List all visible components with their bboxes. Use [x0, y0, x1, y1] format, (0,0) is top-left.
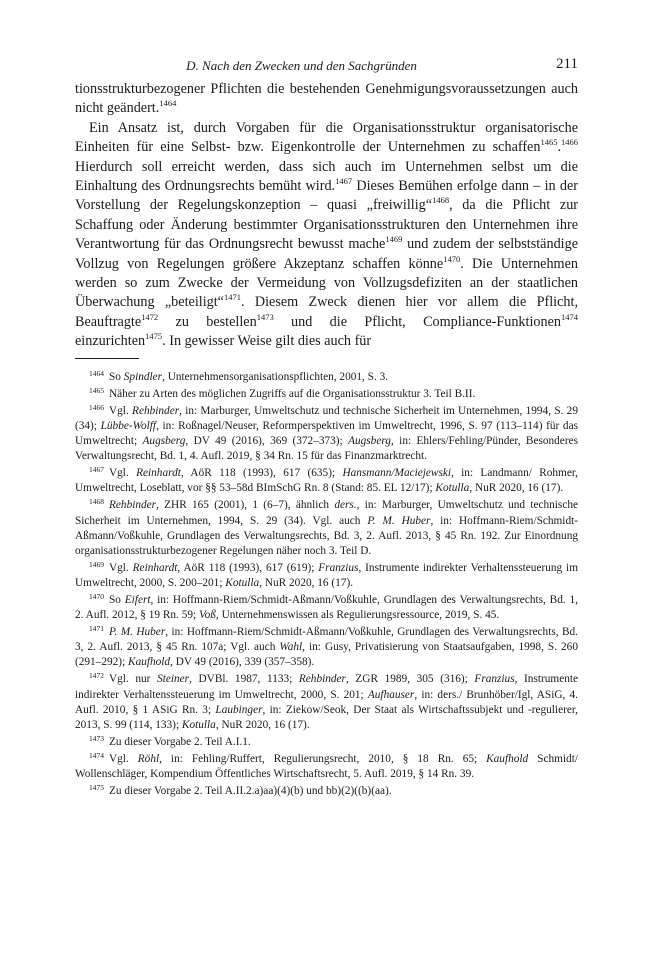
- footnote-number: 1475: [89, 783, 104, 793]
- author-name: P. M. Huber: [109, 626, 166, 639]
- footnote-text: , NuR 2020, 16 (17).: [259, 576, 354, 589]
- footnote-text: , AöR 118 (1993), 617 (635);: [180, 467, 343, 480]
- footnote-text: Vgl.: [109, 467, 137, 480]
- author-name: Kaufhold: [128, 656, 171, 669]
- author-name: Kotulla: [435, 482, 470, 495]
- footnote: [75, 735, 578, 750]
- footnote-text: , AöR 118 (1993), 617 (619);: [177, 561, 319, 574]
- author-name: Lübbe-Wolff: [100, 419, 157, 432]
- footnote: [75, 498, 578, 558]
- footnote-ref[interactable]: 1475: [145, 331, 163, 342]
- author-name: Steiner: [157, 673, 190, 686]
- footnote-text: , ZHR 165 (2001), 1 (6–7), ähnlich: [156, 499, 335, 512]
- footnote-ref[interactable]: 1470: [443, 253, 461, 264]
- footnote: [75, 466, 578, 496]
- author-name: Rehbinder: [132, 404, 180, 417]
- author-name: ders.: [334, 499, 357, 512]
- footnote-text: , DVBl. 1987, 1133;: [189, 673, 299, 686]
- footnote-number: 1470: [89, 592, 104, 601]
- footnote-text: Zu dieser Vorgabe 2. Teil A.I.1.: [109, 735, 251, 748]
- footnote: [75, 370, 578, 385]
- footnote-text: , in: Fehling/Ruffert, Regulierungsrecht, 2010, § 18 Rn. 65;: [159, 752, 487, 765]
- footnote-text: , in: Gusy, Privatisierung von Staatsaufgaben, 1998, S. 260 (291–292);: [75, 641, 578, 669]
- author-name: Röhl: [137, 752, 160, 765]
- footnote-ref[interactable]: 1472: [141, 311, 159, 322]
- footnote-number: 1465: [89, 385, 104, 395]
- author-name: Laubinger: [215, 703, 263, 716]
- footnote: [75, 784, 578, 799]
- footnote: [75, 625, 578, 670]
- footnote-divider: [75, 358, 139, 359]
- footnote-text: , in: Hoffmann-Riem/Schmidt-Aßmann/Voßkuhle, Grundlagen des Verwaltungsrechts, Bd. 3, 2. Aufl. 2013, § 45 Rn. 192. Zur Einordnung organisationsstrukturbezogener Regelungen näher noch 3. Teil D.: [75, 514, 579, 557]
- footnote-text: Vgl. nur: [109, 673, 158, 686]
- footnote-number: 1474: [89, 750, 104, 760]
- footnote-text: , ZGR 1989, 305 (316);: [345, 673, 475, 686]
- author-name: Eifert: [124, 594, 151, 606]
- footnote-ref[interactable]: 1465: [540, 137, 558, 148]
- author-name: Reinhardt: [136, 467, 181, 480]
- footnote-text: Schmidt/ Wollenschläger, Kompendium Öffentliches Wirtschaftsrecht, 5. Aufl. 2019, § 14 Rn. 39.: [75, 752, 578, 781]
- footnote-ref[interactable]: 1471: [223, 292, 241, 303]
- paragraph: Ein Ansatz ist, durch Vorgaben für die Organisationsstruktur organisatorische Einheiten für eine Selbst- bzw. Eigenkontrolle der Unternehmen zu schaffen$^{1465}$.$^{1466}$ Hierdurch soll erreicht werden, dass sich auch im Unternehmen selbst um die Einhaltung des Ordnungsrechts bemüht wird.$^{1467}$ Dieses Bemühen erfolge dann – in der Vorstellung der Regelungskonzeption – quasi „freiwillig“$^{1468}$, da die Pflicht zur Schaffung oder Änderung bestimmter Organisationsstrukturen den Unternehmen ihre Verantwortung für das Ordnungsrecht bewusst mache$^{1469}$ und zudem der selbstständige Vollzug von Regelungen größere Akzeptanz schaffen könne$^{1470}$. Die Unternehmen werden so zum Zwecke der Vermeidung von Vollzugsdefiziten an der staatlichen Überwachung „beteiligt“$^{1471}$. Diesem Zweck dienen hier vor allem die Pflicht, Beauftragte$^{1472}$ zu bestellen$^{1473}$ und die Pflicht, Compliance-Funktionen$^{1474}$ einzurichten$^{1475}$. In gewisser Weise gilt dies auch für: [75, 119, 579, 350]
- footnote: [75, 752, 578, 782]
- footnote-text: So: [109, 370, 124, 383]
- author-name: Augsberg: [348, 435, 391, 448]
- author-name: Rehbinder: [298, 673, 346, 686]
- footnote-text: , in: Landmann/ Rohmer, Umweltrecht, Loseblatt, vor §§ 53–58d BImSchG Rn. 8 (Stand: 85. EL 12/17);: [75, 467, 578, 495]
- footnote: [75, 672, 578, 732]
- author-name: Voß: [198, 609, 216, 622]
- author-name: Augsberg: [142, 435, 186, 448]
- footnote-text: , in: Ehlers/Fehling/Pünder, Besonderes Verwaltungsrecht, Bd. 1, 4. Aufl. 2019, § 34 Rn. 15 für das Finanzmarktrecht.: [75, 435, 578, 463]
- author-name: Franzius: [318, 561, 359, 574]
- footnote-number: 1472: [89, 671, 104, 681]
- footnote-text: , in: Marburger, Umweltschutz und technische Sicherheit im Unternehmen, 1994, S. 29 (34);: [75, 404, 578, 432]
- footnote-text: Vgl.: [109, 404, 133, 417]
- footnote-number: 1468: [89, 497, 104, 507]
- footnote-text: , DV 49 (2016), 369 (372–373);: [185, 435, 349, 448]
- footnote-text: So: [109, 594, 125, 606]
- page-header: [75, 58, 578, 80]
- footnote: [75, 593, 578, 623]
- footnote-ref[interactable]: 1474: [561, 311, 578, 322]
- author-name: Spindler: [123, 370, 163, 383]
- author-name: Reinhardt: [132, 561, 178, 574]
- author-name: Franzius: [474, 673, 515, 686]
- footnote-number: 1473: [89, 733, 104, 743]
- footnote-text: Zu dieser Vorgabe 2. Teil A.II.2.a)aa)(4)(b) und bb)(2)((b)(aa).: [109, 785, 392, 798]
- footnote: [75, 561, 578, 591]
- paragraph: tionsstrukturbezogener Pflichten die bestehenden Genehmigungsvoraussetzungen auch nicht geändert.$^{1464}$: [75, 81, 578, 117]
- footnote-text: , NuR 2020, 16 (17).: [469, 482, 564, 495]
- footnote-ref[interactable]: 1469: [385, 234, 403, 245]
- footnote-text: Näher zu Arten des möglichen Zugriffs auf die Organisationsstruktur 3. Teil B.II.: [109, 387, 476, 400]
- footnote-number: 1467: [89, 465, 104, 475]
- footnote-text: , DV 49 (2016), 339 (357–358).: [170, 656, 315, 669]
- footnote-text: , Unternehmenswissen als Regulierungsressource, 2019, S. 45.: [215, 609, 500, 622]
- author-name: Rehbinder: [109, 499, 157, 512]
- author-name: Aufhauser: [367, 688, 415, 701]
- author-name: Kotulla: [181, 718, 216, 731]
- footnote-text: Vgl.: [109, 561, 133, 574]
- footnote-text: , in: Hoffmann-Riem/Schmidt-Aßmann/Voßkuhle, Grundlagen des Verwaltungsrechts, Bd. 1, 2. Aufl. 2012, § 19 Rn. 59;: [75, 594, 578, 622]
- footnote-number: 1469: [89, 559, 104, 569]
- footnote-text: , NuR 2020, 16 (17).: [215, 718, 310, 731]
- footnote-text: , in: ders./ Brunhöber/Igl, ASiG, 4. Aufl. 2010, § 1 ASiG Rn. 3;: [75, 688, 578, 716]
- footnote-text: , in: Ziekow/Seok, Der Staat als Wirtschaftssubjekt und -regulierer, 2013, S. 99 (114, 133);: [75, 703, 578, 731]
- author-name: Kaufhold: [486, 752, 529, 765]
- footnote-ref[interactable]: 1473: [256, 311, 274, 322]
- author-name: P. M. Huber: [367, 514, 431, 527]
- running-head: D. Nach den Zwecken und den Sachgründen: [186, 58, 417, 73]
- footnote-text: Vgl.: [109, 752, 138, 765]
- author-name: Kotulla: [225, 576, 260, 589]
- footnote-ref[interactable]: 1468: [432, 195, 450, 206]
- footnote: [75, 387, 578, 402]
- footnote-text: , Instrumente indirekter Verhaltenssteuerung im Umweltrecht, 2000, S. 201;: [75, 673, 579, 701]
- footnote-number: 1466: [89, 402, 104, 412]
- footnote-number: 1471: [89, 624, 104, 634]
- footnote-number: 1464: [89, 368, 104, 378]
- footnote-ref[interactable]: 1467: [335, 176, 353, 187]
- footnote-text: , in: Hoffmann-Riem/Schmidt-Aßmann/Voßkuhle, Grundlagen des Verwaltungsrechts, Bd. 3, 2. Aufl. 2013, § 45 Rn. 107a; Vgl. auch: [75, 626, 578, 654]
- book-page: [75, 58, 578, 801]
- footnote-text: , in: Roßnagel/Neuser, Reformperspektiven im Umweltrecht, 1996, S. 97 (113–114) für das Umweltrecht;: [75, 419, 578, 448]
- footnote: [75, 404, 578, 464]
- author-name: Wahl: [279, 641, 303, 654]
- footnote-text: , Unternehmensorganisationspflichten, 2001, S. 3.: [162, 370, 389, 383]
- footnote-text: , in: Marburger, Umweltschutz und technische Sicherheit im Unternehmen, 1994, S. 29 (34). Vgl. auch: [75, 499, 578, 527]
- footnote-ref[interactable]: 1464: [159, 98, 177, 109]
- footnotes: [75, 370, 578, 800]
- footnote-ref[interactable]: 1466: [561, 137, 578, 148]
- body-text: [75, 80, 578, 352]
- author-name: Hansmann/Maciejewski: [342, 467, 452, 480]
- page-number: 211: [556, 56, 578, 72]
- footnote-text: , Instrumente indirekter Verhaltenssteuerung im Umweltrecht, 2000, S. 200–201;: [75, 561, 578, 589]
